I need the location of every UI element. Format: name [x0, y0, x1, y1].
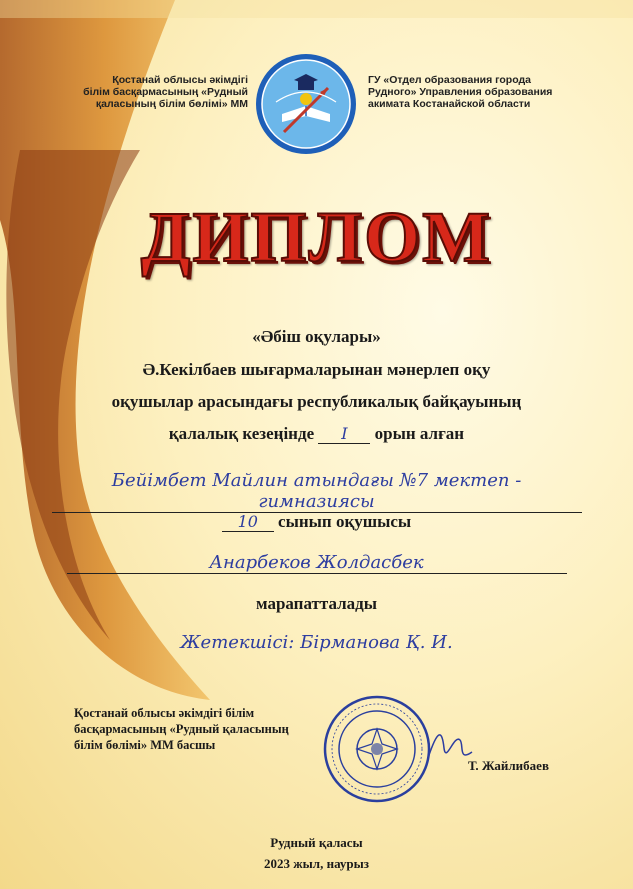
- place-suffix: орын алған: [374, 424, 465, 443]
- header-left-line: қаласының білім бөлімі» ММ: [95, 98, 248, 110]
- student-handwritten: [0, 552, 633, 574]
- header-right-org: [368, 74, 598, 110]
- awarded-text: марапатталады: [255, 594, 378, 613]
- footer-org-line: білім бөлімі» ММ басшы: [74, 738, 216, 752]
- student-name: Анарбеков Жолдасбек: [67, 552, 567, 574]
- grade-value: 10: [222, 512, 274, 532]
- place-prefix: қалалық кезеңінде: [168, 424, 315, 443]
- contest-line-1: Ә.Кекілбаев шығармаларынан мәнерлеп оқу: [142, 360, 491, 379]
- school-handwritten: [0, 470, 633, 513]
- footer-org-line: басқармасының «Рудный қаласының: [74, 722, 289, 736]
- official-seal-icon: [322, 694, 432, 804]
- header-left-line: Қостанай облысы әкімдігі: [112, 74, 248, 86]
- header-right-line: Рудного» Управления образования: [368, 86, 553, 98]
- grade-label: сынып оқушысы: [278, 512, 412, 531]
- city: Рудный қаласы: [270, 835, 363, 850]
- school-value: Бейімбет Майлин атындағы №7 мектеп - гимназиясы: [52, 470, 582, 513]
- header-right-line: акимата Костанайской области: [368, 98, 531, 110]
- header-left-org: [48, 74, 248, 110]
- signer-name: Т. Жайлибаев: [468, 758, 549, 773]
- contest-line-2: оқушылар арасындағы республикалық байқауының: [111, 392, 522, 411]
- diploma-title: ДИПЛОМ: [140, 197, 493, 277]
- header-left-line: білім басқармасының «Рудный: [83, 86, 248, 98]
- place-value: I: [318, 424, 370, 444]
- footer-org-line: Қостанай облысы әкімдігі білім: [74, 706, 255, 720]
- date: 2023 жыл, наурыз: [263, 856, 370, 871]
- header-right-line: ГУ «Отдел образования города: [368, 74, 531, 86]
- mentor-handwritten: Жетекшісі: Бірманова Қ. И.: [180, 632, 453, 653]
- place-line: [0, 424, 633, 444]
- footer-org: [74, 705, 344, 753]
- grade-line: [0, 512, 633, 532]
- event-name: «Әбіш оқулары»: [252, 327, 381, 346]
- education-emblem-icon: [254, 52, 358, 156]
